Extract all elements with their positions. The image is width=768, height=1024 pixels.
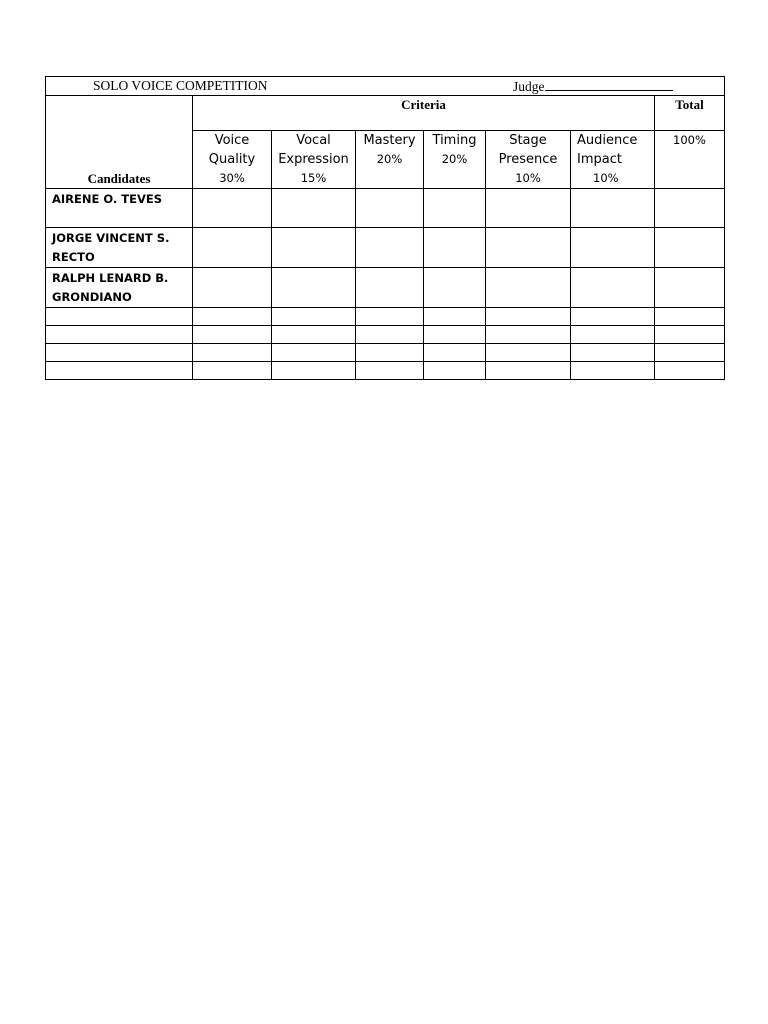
total-percent-cell <box>655 131 725 189</box>
candidate-name-cell[interactable] <box>46 362 193 380</box>
score-cell[interactable] <box>571 189 655 228</box>
criterion-name: Stage <box>509 133 547 148</box>
title-cell <box>46 77 725 96</box>
score-cell[interactable] <box>193 189 272 228</box>
criterion-audience-impact <box>571 131 655 189</box>
blank-row <box>46 308 725 326</box>
score-cell[interactable] <box>193 228 272 268</box>
score-cell[interactable] <box>272 326 356 344</box>
total-cell[interactable] <box>655 344 725 362</box>
candidate-name-cell <box>46 268 193 308</box>
candidate-row <box>46 228 725 268</box>
criterion-mastery <box>356 131 424 189</box>
judge-label: Judge <box>513 79 545 94</box>
score-cell[interactable] <box>486 228 571 268</box>
score-cell[interactable] <box>571 268 655 308</box>
criterion-percent: 20% <box>441 152 468 166</box>
blank-row <box>46 344 725 362</box>
score-cell[interactable] <box>272 189 356 228</box>
score-cell[interactable] <box>356 362 424 380</box>
candidates-header: Candidates <box>87 171 151 186</box>
blank-row <box>46 326 725 344</box>
criteria-header: Criteria <box>193 96 655 131</box>
total-percent: 100% <box>673 133 706 147</box>
score-cell[interactable] <box>424 268 486 308</box>
total-cell[interactable] <box>655 268 725 308</box>
judge-signature-line[interactable] <box>545 77 673 91</box>
score-cell[interactable] <box>571 228 655 268</box>
score-cell[interactable] <box>193 308 272 326</box>
criterion-timing <box>424 131 486 189</box>
total-cell[interactable] <box>655 228 725 268</box>
header-row <box>46 96 725 131</box>
criterion-name: Audience <box>577 133 638 148</box>
score-cell[interactable] <box>356 308 424 326</box>
criterion-voice-quality <box>193 131 272 189</box>
candidate-name-cell <box>46 189 193 228</box>
score-cell[interactable] <box>193 326 272 344</box>
candidate-row <box>46 189 725 228</box>
criterion-name: Timing <box>432 133 477 148</box>
total-cell[interactable] <box>655 308 725 326</box>
criterion-name: Impact <box>577 152 622 167</box>
criterion-name: Presence <box>498 152 558 167</box>
criterion-percent: 10% <box>593 171 619 185</box>
candidate-name: RALPH LENARD B. <box>52 271 169 285</box>
score-cell[interactable] <box>424 362 486 380</box>
criterion-percent: 30% <box>219 171 245 185</box>
judge-field[interactable] <box>513 77 673 96</box>
criterion-stage-presence <box>486 131 571 189</box>
candidates-header-cell <box>46 96 193 189</box>
total-header: Total <box>655 96 725 131</box>
score-cell[interactable] <box>486 326 571 344</box>
score-cell[interactable] <box>486 362 571 380</box>
score-cell[interactable] <box>272 308 356 326</box>
score-cell[interactable] <box>424 189 486 228</box>
criterion-name: Voice <box>214 133 250 148</box>
score-cell[interactable] <box>272 344 356 362</box>
total-cell[interactable] <box>655 362 725 380</box>
competition-title: SOLO VOICE COMPETITION <box>93 78 268 93</box>
criterion-vocal-expression <box>272 131 356 189</box>
score-cell[interactable] <box>272 268 356 308</box>
candidate-name-cell[interactable] <box>46 344 193 362</box>
candidate-row <box>46 268 725 308</box>
score-cell[interactable] <box>424 308 486 326</box>
score-cell[interactable] <box>424 344 486 362</box>
criterion-name: Quality <box>208 152 256 167</box>
title-row <box>46 77 725 96</box>
criterion-percent: 20% <box>376 152 403 166</box>
score-cell[interactable] <box>272 362 356 380</box>
candidate-name: JORGE VINCENT S. <box>52 231 170 245</box>
criterion-percent: 10% <box>515 171 541 185</box>
score-cell[interactable] <box>571 362 655 380</box>
score-cell[interactable] <box>486 344 571 362</box>
score-cell[interactable] <box>486 308 571 326</box>
candidate-name-cell[interactable] <box>46 308 193 326</box>
score-sheet <box>45 76 724 380</box>
candidate-name: GRONDIANO <box>52 290 132 304</box>
score-cell[interactable] <box>193 268 272 308</box>
score-cell[interactable] <box>571 308 655 326</box>
score-cell[interactable] <box>486 268 571 308</box>
score-cell[interactable] <box>356 326 424 344</box>
criterion-percent: 15% <box>300 171 327 185</box>
score-cell[interactable] <box>424 326 486 344</box>
score-cell[interactable] <box>356 189 424 228</box>
criterion-name: Vocal <box>296 133 331 148</box>
total-cell[interactable] <box>655 326 725 344</box>
candidate-name-cell <box>46 228 193 268</box>
total-cell[interactable] <box>655 189 725 228</box>
score-cell[interactable] <box>193 344 272 362</box>
criterion-name: Mastery <box>363 133 416 148</box>
score-cell[interactable] <box>193 362 272 380</box>
score-cell[interactable] <box>356 344 424 362</box>
score-cell[interactable] <box>356 228 424 268</box>
score-cell[interactable] <box>486 189 571 228</box>
criterion-name: Expression <box>278 152 349 167</box>
score-cell[interactable] <box>424 228 486 268</box>
score-table <box>45 76 725 380</box>
score-cell[interactable] <box>272 228 356 268</box>
candidate-name-cell[interactable] <box>46 326 193 344</box>
score-cell[interactable] <box>571 326 655 344</box>
candidate-name: RECTO <box>52 250 95 264</box>
candidate-name: AIRENE O. TEVES <box>52 192 163 206</box>
blank-row <box>46 362 725 380</box>
score-cell[interactable] <box>356 268 424 308</box>
score-cell[interactable] <box>571 344 655 362</box>
